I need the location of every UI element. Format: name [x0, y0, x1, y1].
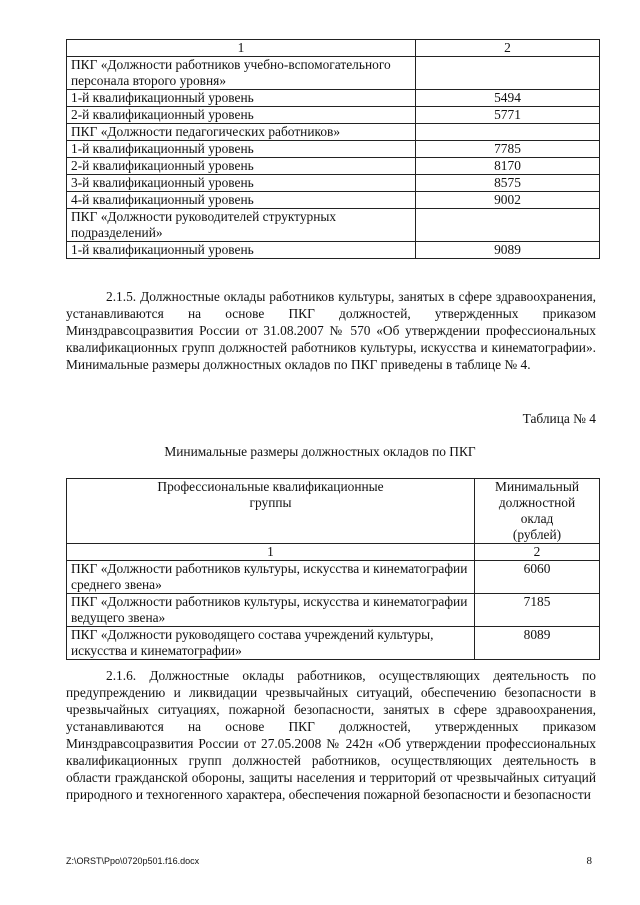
- salary-value: [416, 209, 600, 242]
- qualification-level-label: 2-й квалификационный уровень: [67, 158, 416, 175]
- table-number-row: [67, 544, 600, 561]
- column-header-salary: Минимальный должностной оклад (рублей): [475, 479, 600, 544]
- paragraph-2-1-5: 2.1.5. Должностные оклады работников культуры, занятых в сфере здравоохранения, устанавливаются на основе ПКГ должностей, утвержденных приказом Минздравсоцразвития России от 31.08.2007 № 570 «Об утверждении профессиональных квалификационных групп должностей работников культуры, искусства и кинематографии». Минимальные размеры должностных окладов по ПКГ приведены в таблице № 4.: [66, 289, 596, 372]
- table-row: [67, 57, 600, 90]
- table-row: [67, 594, 600, 627]
- table-header-row: [67, 40, 600, 57]
- table-row: [67, 158, 600, 175]
- table-4: [66, 478, 600, 660]
- page-number: 8: [586, 855, 592, 867]
- table-title: Минимальные размеры должностных окладов по ПКГ: [164, 444, 476, 459]
- table-row: [67, 141, 600, 158]
- table-row: [67, 107, 600, 124]
- table-row: [67, 175, 600, 192]
- table-row: [67, 192, 600, 209]
- salary-value: 5771: [416, 107, 600, 124]
- table-row: [67, 209, 600, 242]
- pkg-group-label: ПКГ «Должности работников культуры, искусства и кинематографии среднего звена»: [67, 561, 475, 594]
- salary-value: 9002: [416, 192, 600, 209]
- salary-value: 7785: [416, 141, 600, 158]
- table-header-row: [67, 479, 600, 544]
- qualification-level-label: 3-й квалификационный уровень: [67, 175, 416, 192]
- table-row: [67, 561, 600, 594]
- salary-value: [416, 124, 600, 141]
- column-number-1: 1: [67, 40, 416, 57]
- table-3-continued: [66, 39, 600, 259]
- pkg-group-label: ПКГ «Должности руководителей структурных подразделений»: [67, 209, 416, 242]
- table-row: [67, 627, 600, 660]
- table-row: [67, 242, 600, 259]
- column-header-groups: Профессиональные квалификационные группы: [67, 479, 475, 544]
- footer-file-path: Z:\ORST\Ppo\0720p501.f16.docx: [66, 856, 200, 866]
- qualification-level-label: 4-й квалификационный уровень: [67, 192, 416, 209]
- salary-value: 5494: [416, 90, 600, 107]
- pkg-group-label: ПКГ «Должности педагогических работников»: [67, 124, 416, 141]
- table-number-label: Таблица № 4: [522, 411, 596, 426]
- qualification-level-label: 2-й квалификационный уровень: [67, 107, 416, 124]
- salary-value: 7185: [475, 594, 600, 627]
- salary-value: 6060: [475, 561, 600, 594]
- table-row: [67, 90, 600, 107]
- qualification-level-label: 1-й квалификационный уровень: [67, 90, 416, 107]
- table-row: [67, 124, 600, 141]
- pkg-group-label: ПКГ «Должности работников учебно-вспомогательного персонала второго уровня»: [67, 57, 416, 90]
- salary-value: 9089: [416, 242, 600, 259]
- qualification-level-label: 1-й квалификационный уровень: [67, 141, 416, 158]
- salary-value: [416, 57, 600, 90]
- paragraph-2-1-6: 2.1.6. Должностные оклады работников, осуществляющих деятельность по предупреждению и ликвидации чрезвычайных ситуаций, обеспечению безопасности в чрезвычайных ситуациях, пожарной безопасности, занятых в сфере здравоохранения, устанавливаются на основе ПКГ должностей, утвержденных приказом Минздравсоцразвития России от 27.05.2008 № 242н «Об утверждении профессиональных квалификационных групп должностей работников, осуществляющих деятельность в области гражданской обороны, защиты населения и территорий от чрезвычайных ситуаций природного и техногенного характера, обеспечения пожарной безопасности и безопасности: [66, 668, 596, 802]
- column-number-1: 1: [67, 544, 475, 561]
- column-number-2: 2: [475, 544, 600, 561]
- pkg-group-label: ПКГ «Должности работников культуры, искусства и кинематографии ведущего звена»: [67, 594, 475, 627]
- qualification-level-label: 1-й квалификационный уровень: [67, 242, 416, 259]
- pkg-group-label: ПКГ «Должности руководящего состава учреждений культуры, искусства и кинематографии»: [67, 627, 475, 660]
- salary-value: 8575: [416, 175, 600, 192]
- salary-value: 8089: [475, 627, 600, 660]
- column-number-2: 2: [416, 40, 600, 57]
- salary-value: 8170: [416, 158, 600, 175]
